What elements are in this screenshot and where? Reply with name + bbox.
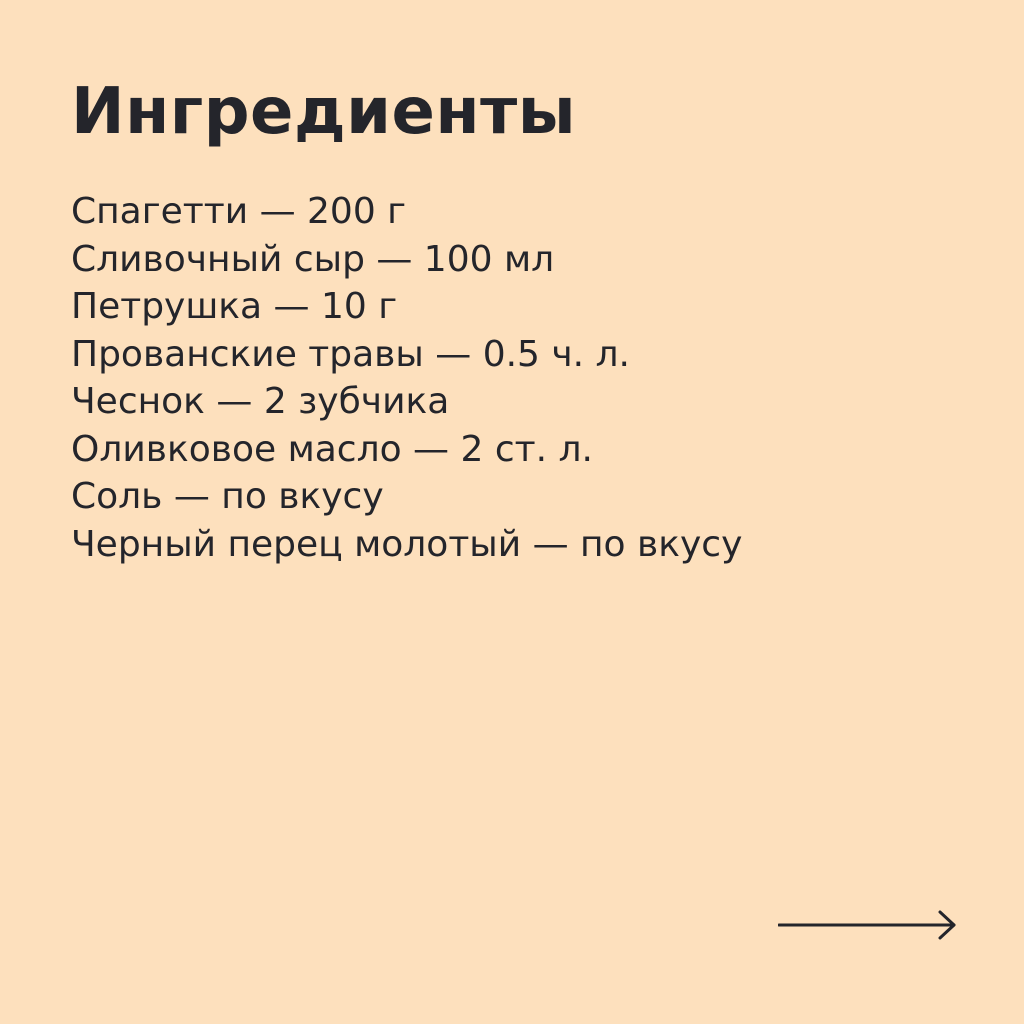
ingredient-item-spaghetti: Спагетти — 200 г (71, 191, 407, 232)
next-button[interactable] (778, 908, 958, 942)
ingredient-item-parsley: Петрушка — 10 г (71, 286, 398, 327)
arrow-right-icon (778, 908, 958, 942)
ingredient-item-olive-oil: Оливковое масло — 2 ст. л. (71, 428, 593, 470)
ingredient-item-salt: Соль — по вкусу (71, 476, 384, 517)
ingredient-list (71, 188, 742, 568)
ingredient-item-garlic: Чеснок — 2 зубчика (71, 381, 450, 422)
ingredient-item-cream-cheese: Сливочный сыр — 100 мл (71, 238, 555, 280)
page-title: Ингредиенты (71, 75, 577, 149)
ingredient-item-black-pepper: Черный перец молотый — по вкусу (71, 523, 743, 565)
ingredient-item-herbs: Прованские травы — 0.5 ч. л. (71, 333, 631, 375)
